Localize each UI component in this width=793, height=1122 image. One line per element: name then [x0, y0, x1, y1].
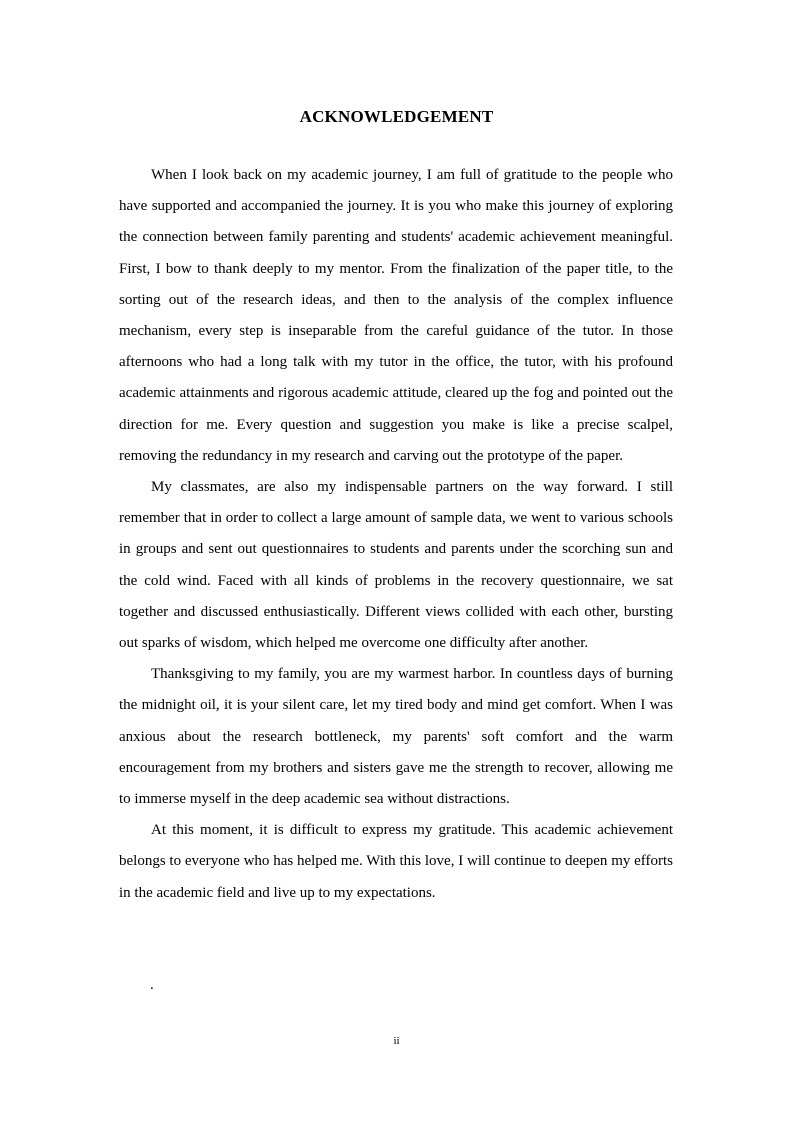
- page-title: ACKNOWLEDGEMENT: [299, 107, 494, 126]
- paragraph-classmates: My classmates, are also my indispensable partners on the way forward. I still remember that in order to collect a large amount of sample data, we went to various schools in groups and sent out questionnaires to students and parents under the scorching sun and the cold wind. Faced with all kinds of problems in the recovery questionnaire, we sat together and discussed enthusiastically. Different views collided with each other, bursting out sparks of wisdom, which helped me overcome one difficulty after another.: [119, 479, 673, 652]
- paragraph-mentor: When I look back on my academic journey, I am full of gratitude to the people who have supported and accompanied the journey. It is you who make this journey of exploring the connection between family parenting and students' academic achievement meaningful. First, I bow to thank deeply to my mentor. From the finalization of the paper title, to the sorting out of the research ideas, and then to the analysis of the complex influence mechanism, every step is inseparable from the careful guidance of the tutor. In those afternoons who had a long talk with my tutor in the office, the tutor, with his profound academic attainments and rigorous academic attitude, cleared up the fog and pointed out the direction for me. Every question and suggestion you make is like a precise scalpel, removing the redundancy in my research and carving out the prototype of the paper.: [119, 167, 673, 464]
- trailing-mark: .: [150, 977, 154, 993]
- page-number: ii: [393, 1035, 400, 1047]
- acknowledgement-body: [119, 160, 673, 909]
- paragraph-closing: At this moment, it is difficult to express my gratitude. This academic achievement belongs to everyone who has helped me. With this love, I will continue to deepen my efforts in the academic field and live up to my expectations.: [119, 822, 673, 901]
- paragraph-family: Thanksgiving to my family, you are my warmest harbor. In countless days of burning the midnight oil, it is your silent care, let my tired body and mind get comfort. When I was anxious about the research bottleneck, my parents' soft comfort and the warm encouragement from my brothers and sisters gave me the strength to recover, allowing me to immerse myself in the deep academic sea without distractions.: [119, 666, 673, 808]
